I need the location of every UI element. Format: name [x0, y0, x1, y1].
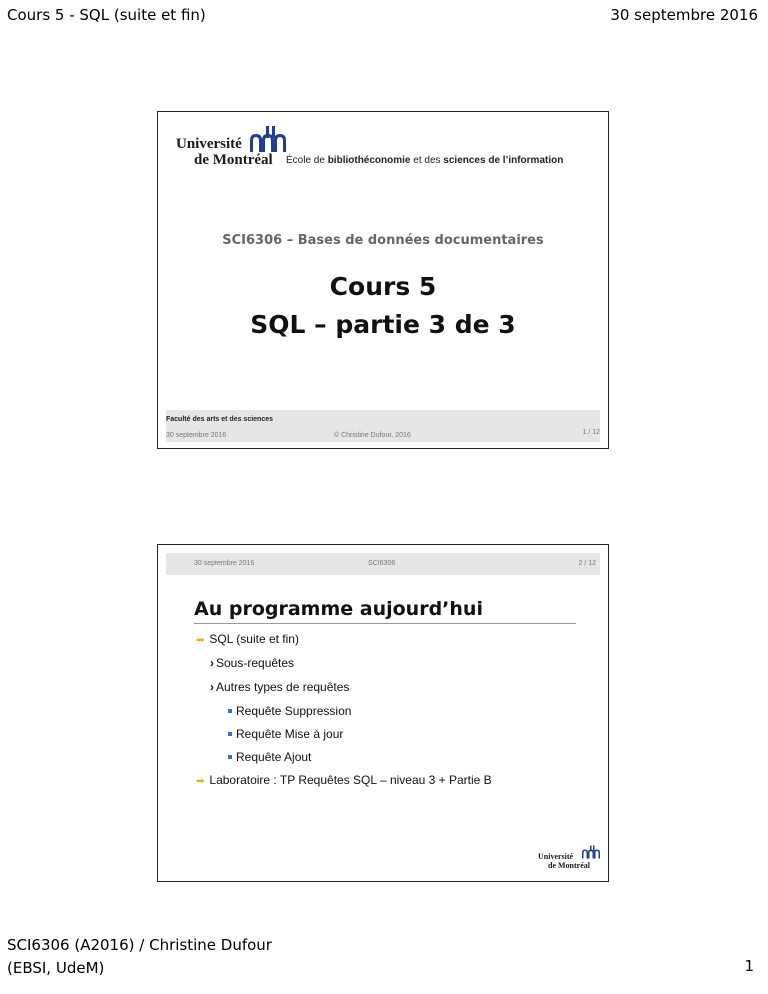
list-item: › Sous-requêtes [210, 656, 295, 670]
slide-date: 30 septembre 2016 [166, 432, 227, 439]
slide-title-line-2: SQL – partie 3 de 3 [250, 310, 516, 339]
slide-page-number: 1 / 12 [582, 429, 600, 436]
faculty-name: Faculté des arts et des sciences [166, 416, 273, 423]
universite-de-montreal-logo [176, 126, 286, 170]
logo-line-2: de Montréal [194, 152, 273, 168]
slide-2 [157, 544, 609, 882]
slide-1 [157, 111, 609, 449]
arrow-bullet-icon: ➡ [196, 776, 205, 787]
square-bullet-icon [228, 709, 232, 713]
logo-line-2: de Montréal [548, 861, 590, 870]
page-number: 1 [744, 957, 754, 975]
universite-de-montreal-logo [538, 845, 600, 871]
title-divider [194, 623, 576, 624]
page-header-date: 30 septembre 2016 [610, 6, 758, 24]
list-item: ➡ SQL (suite et fin) [196, 632, 299, 646]
chevron-right-icon: › [210, 680, 214, 694]
slide-title: Au programme aujourd’hui [194, 598, 483, 620]
list-item: Requête Mise à jour [228, 727, 343, 741]
course-code: SCI6306 [368, 560, 396, 567]
list-item: Requête Ajout [228, 750, 311, 764]
list-item: Requête Suppression [228, 704, 351, 718]
page-header-title: Cours 5 - SQL (suite et fin) [7, 6, 206, 24]
slide-page-number: 2 / 12 [578, 560, 596, 567]
logo-line-1: Université [538, 852, 574, 861]
logo-line-1: Université [176, 136, 242, 152]
slide-title-line-1: Cours 5 [329, 272, 437, 301]
list-item: ➡ Laboratoire : TP Requêtes SQL – niveau 3 + Partie B [196, 773, 492, 787]
slide-date: 30 septembre 2016 [194, 560, 255, 567]
copyright: © Christine Dufour, 2016 [334, 432, 411, 439]
course-code: SCI6306 – Bases de données documentaires [222, 233, 544, 248]
list-item: › Autres types de requêtes [210, 680, 350, 694]
arrow-bullet-icon: ➡ [196, 635, 205, 646]
square-bullet-icon [228, 732, 232, 736]
school-name: École de bibliothéconomie et des sciences de l’information [286, 155, 564, 166]
square-bullet-icon [228, 755, 232, 759]
udem-emblem-icon [246, 126, 286, 152]
page-footer-course: SCI6306 (A2016) / Christine Dufour (EBSI, UdeM) [7, 936, 272, 977]
udem-emblem-icon [580, 845, 600, 859]
chevron-right-icon: › [210, 656, 214, 670]
